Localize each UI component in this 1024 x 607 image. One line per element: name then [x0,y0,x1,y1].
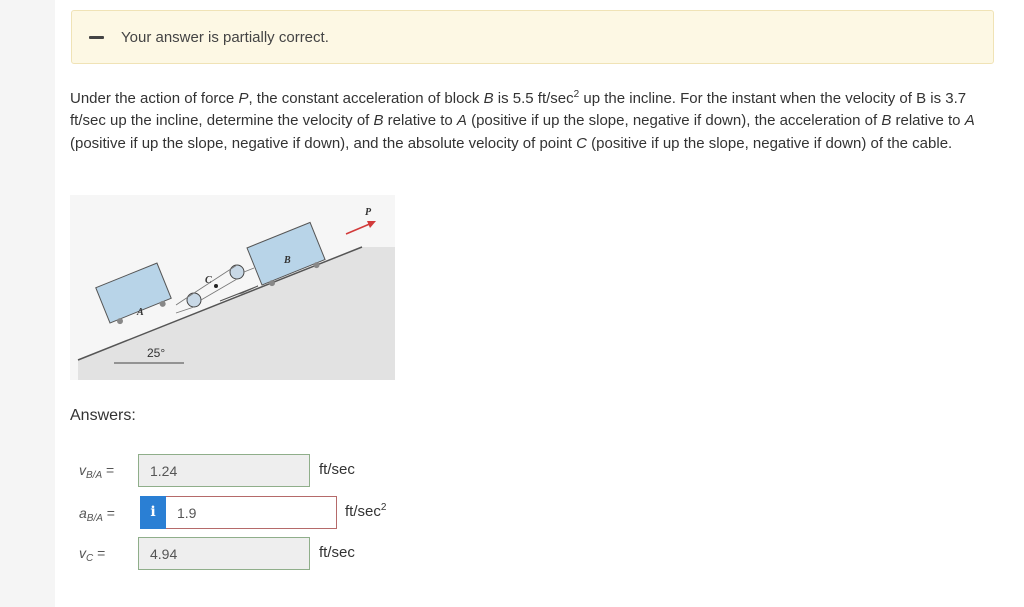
v-c-label: $v_C$ = [79,545,106,564]
v-ba-label: $v_{B/A}$ = [79,462,115,481]
answers-heading: Answers: [70,407,136,424]
partial-correct-alert [71,10,994,64]
incline-figure [70,195,395,380]
pulley-upper [230,265,244,279]
a-ba-unit: $ft/\sec^2$ [345,502,387,520]
force-p-label: P [365,207,372,218]
info-icon[interactable]: i [140,496,166,529]
point-c-label: C [205,275,212,286]
v-ba-input[interactable] [138,454,310,487]
pulley-lower [187,293,201,307]
a-ba-input[interactable] [165,496,337,529]
angle-label: 25° [147,346,166,360]
a-ba-label: $a_{B/A}$ = [79,505,115,524]
minus-icon [89,36,104,39]
point-c-dot [214,284,218,288]
v-c-input[interactable] [138,537,310,570]
v-c-unit: ft/sec [319,544,355,561]
problem-statement: Under the action of force P, the constant acceleration of block B is 5.5 $ft/\sec^2$ up the incline. For the instant when the velocity of B is 3.7 ft/sec up the incline, determine the velocity of B relative to A (positive if up the slope, negative if down), the acceleration of B relative to A (positive if up the slope, negative if down), and the absolute velocity of point C (positive if up the slope, negative if down) of the cable. [70,89,975,152]
alert-message: Your answer is partially correct. [121,29,329,46]
block-b-label: B [284,255,291,266]
v-ba-unit: ft/sec [319,461,355,478]
block-a-label: A [137,307,144,318]
